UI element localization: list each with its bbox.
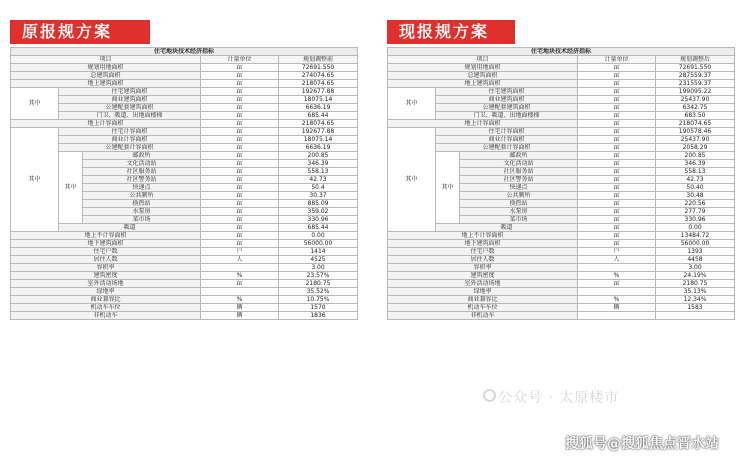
row-label: 吸道 bbox=[436, 224, 578, 232]
row-value: 190578.46 bbox=[656, 128, 735, 136]
row-unit: ㎡ bbox=[578, 160, 656, 168]
row-value: 1414 bbox=[279, 248, 358, 256]
row-value: 220.56 bbox=[656, 200, 735, 208]
table-row bbox=[388, 104, 735, 112]
row-value: 287559.37 bbox=[656, 72, 735, 80]
row-unit: ㎡ bbox=[578, 112, 656, 120]
row-unit: ㎡ bbox=[578, 216, 656, 224]
row-unit: ㎡ bbox=[201, 120, 279, 128]
row-value: 2180.75 bbox=[279, 280, 358, 288]
row-unit: ㎡ bbox=[578, 152, 656, 160]
row-value: 1836 bbox=[279, 312, 358, 320]
row-unit bbox=[578, 264, 656, 272]
row-unit: ㎡ bbox=[201, 88, 279, 96]
table-row bbox=[388, 272, 735, 280]
group-label-capacity: 其中 bbox=[11, 128, 59, 232]
header-value: 规划调整后 bbox=[656, 56, 735, 64]
table-title-row bbox=[11, 48, 358, 56]
row-value: 1570 bbox=[279, 304, 358, 312]
row-label: 邮政所 bbox=[83, 152, 201, 160]
row-unit: 人 bbox=[201, 256, 279, 264]
row-unit: ㎡ bbox=[578, 232, 656, 240]
row-label: 规划用地面积 bbox=[388, 64, 578, 72]
row-value: 3.00 bbox=[279, 264, 358, 272]
row-unit: ㎡ bbox=[201, 280, 279, 288]
row-unit bbox=[578, 312, 656, 320]
row-label: 室外活动场地 bbox=[11, 280, 201, 288]
row-value: 346.39 bbox=[279, 160, 358, 168]
row-value: 0.00 bbox=[279, 232, 358, 240]
row-label: 吸道 bbox=[59, 224, 201, 232]
row-value: 277.79 bbox=[656, 208, 735, 216]
row-unit: ㎡ bbox=[578, 168, 656, 176]
row-unit: ㎡ bbox=[578, 240, 656, 248]
row-value: 23.57% bbox=[279, 272, 358, 280]
row-label: 邮政所 bbox=[460, 152, 578, 160]
row-label: 文化活动站 bbox=[460, 160, 578, 168]
table-row bbox=[388, 88, 735, 96]
row-unit: ㎡ bbox=[201, 80, 279, 88]
row-unit: 辆 bbox=[201, 304, 279, 312]
row-label: 居住人数 bbox=[388, 256, 578, 264]
table-row bbox=[388, 112, 735, 120]
table-row bbox=[11, 136, 358, 144]
header-item: 项目 bbox=[388, 56, 578, 64]
row-label: 商业建筑面积 bbox=[59, 96, 201, 104]
row-unit: ㎡ bbox=[201, 216, 279, 224]
table-row bbox=[11, 296, 358, 304]
row-label: 总建筑面积 bbox=[11, 72, 201, 80]
row-value: 13484.72 bbox=[656, 232, 735, 240]
table-row bbox=[388, 136, 735, 144]
row-label: 快递点 bbox=[460, 184, 578, 192]
row-label: 地上不计容面积 bbox=[388, 232, 578, 240]
table-header-row bbox=[11, 56, 358, 64]
header-unit: 计量单位 bbox=[201, 56, 279, 64]
row-value: 56000.00 bbox=[656, 240, 735, 248]
banner-original-plan: 原报规方案 bbox=[10, 20, 150, 44]
row-value: 200.85 bbox=[656, 152, 735, 160]
row-label: 快递点 bbox=[83, 184, 201, 192]
row-unit: ㎡ bbox=[201, 192, 279, 200]
row-value: 330.96 bbox=[279, 216, 358, 224]
row-label: 住宅户数 bbox=[388, 248, 578, 256]
row-unit: 辆 bbox=[201, 312, 279, 320]
row-unit bbox=[578, 288, 656, 296]
group-label-building: 其中 bbox=[388, 88, 436, 120]
row-unit: ㎡ bbox=[578, 224, 656, 232]
row-unit: ㎡ bbox=[201, 112, 279, 120]
table-row bbox=[388, 224, 735, 232]
row-label: 规划用地面积 bbox=[11, 64, 201, 72]
row-label: 居住人数 bbox=[11, 256, 201, 264]
row-value: 218074.65 bbox=[656, 120, 735, 128]
group-label-facilities: 其中 bbox=[59, 152, 83, 224]
header-item: 项目 bbox=[11, 56, 201, 64]
row-label: 非机动车 bbox=[11, 312, 201, 320]
header-unit: 计量单位 bbox=[578, 56, 656, 64]
row-value: 192677.88 bbox=[279, 128, 358, 136]
row-unit: ㎡ bbox=[201, 184, 279, 192]
row-label: 住宅户数 bbox=[11, 248, 201, 256]
row-value: 35.13% bbox=[656, 288, 735, 296]
row-label: 机动车车位 bbox=[388, 304, 578, 312]
row-value: 359.02 bbox=[279, 208, 358, 216]
row-label: 绿地率 bbox=[11, 288, 201, 296]
watermark-wechat: 公众号 · 太原楼市 bbox=[498, 390, 620, 406]
table-row bbox=[11, 264, 358, 272]
table-row bbox=[11, 224, 358, 232]
row-unit: ㎡ bbox=[578, 144, 656, 152]
table-row bbox=[11, 104, 358, 112]
row-unit: ㎡ bbox=[201, 200, 279, 208]
row-unit: ㎡ bbox=[201, 160, 279, 168]
row-label: 建筑密度 bbox=[388, 272, 578, 280]
row-unit: ㎡ bbox=[578, 64, 656, 72]
table-row bbox=[11, 272, 358, 280]
row-label: 商业兼容比 bbox=[11, 296, 201, 304]
table-row bbox=[11, 96, 358, 104]
row-value: 199095.22 bbox=[656, 88, 735, 96]
row-label: 商业计容面积 bbox=[436, 136, 578, 144]
row-unit: ㎡ bbox=[578, 72, 656, 80]
row-value: 685.44 bbox=[279, 112, 358, 120]
table-header-row bbox=[388, 56, 735, 64]
row-value: 6636.19 bbox=[279, 144, 358, 152]
row-label: 公建配套计容面积 bbox=[59, 144, 201, 152]
table-row bbox=[388, 312, 735, 320]
row-value: 12.34% bbox=[656, 296, 735, 304]
table-row bbox=[11, 88, 358, 96]
row-label: 住宅建筑面积 bbox=[436, 88, 578, 96]
row-unit: ㎡ bbox=[201, 176, 279, 184]
table-row bbox=[388, 128, 735, 136]
row-label: 商业建筑面积 bbox=[436, 96, 578, 104]
table-row bbox=[11, 256, 358, 264]
row-unit: 人 bbox=[578, 256, 656, 264]
row-value: 200.85 bbox=[279, 152, 358, 160]
row-label: 社区警务站 bbox=[460, 176, 578, 184]
row-value: 18075.14 bbox=[279, 96, 358, 104]
row-unit: ㎡ bbox=[201, 240, 279, 248]
row-unit: ㎡ bbox=[578, 136, 656, 144]
table-row bbox=[388, 304, 735, 312]
row-value: 274074.65 bbox=[279, 72, 358, 80]
row-label: 机动车车位 bbox=[11, 304, 201, 312]
header-value: 规划调整前 bbox=[279, 56, 358, 64]
row-unit: ㎡ bbox=[578, 184, 656, 192]
row-label: 绿地率 bbox=[388, 288, 578, 296]
row-label: 菜市场 bbox=[460, 216, 578, 224]
row-unit: ㎡ bbox=[578, 208, 656, 216]
row-value: 42.73 bbox=[279, 176, 358, 184]
row-value: 6342.75 bbox=[656, 104, 735, 112]
row-label: 住宅建筑面积 bbox=[59, 88, 201, 96]
table-row bbox=[11, 80, 358, 88]
group-label-building: 其中 bbox=[11, 88, 59, 120]
row-value: 6636.19 bbox=[279, 104, 358, 112]
row-value: 231559.37 bbox=[656, 80, 735, 88]
row-value: 218074.65 bbox=[279, 120, 358, 128]
row-value: 330.96 bbox=[656, 216, 735, 224]
table-row bbox=[11, 312, 358, 320]
table-title: 住宅地块技术经济指标 bbox=[388, 48, 735, 56]
row-label: 室外活动场地 bbox=[388, 280, 578, 288]
row-value: 30.48 bbox=[656, 192, 735, 200]
table-row bbox=[388, 280, 735, 288]
group-label-facilities: 其中 bbox=[436, 152, 460, 224]
row-label: 公建配套建筑面积 bbox=[59, 104, 201, 112]
table-row bbox=[388, 64, 735, 72]
row-label: 容积率 bbox=[11, 264, 201, 272]
row-value: 558.13 bbox=[279, 168, 358, 176]
row-label: 公建配套建筑面积 bbox=[436, 104, 578, 112]
row-value bbox=[656, 312, 735, 320]
row-label: 住宅计容面积 bbox=[59, 128, 201, 136]
row-unit: ㎡ bbox=[201, 96, 279, 104]
row-label: 换热站 bbox=[460, 200, 578, 208]
row-label: 建筑密度 bbox=[11, 272, 201, 280]
table-row bbox=[11, 144, 358, 152]
row-value: 0.00 bbox=[656, 224, 735, 232]
table-row bbox=[388, 288, 735, 296]
row-unit: ㎡ bbox=[201, 104, 279, 112]
wechat-icon bbox=[483, 389, 496, 402]
table-row bbox=[388, 144, 735, 152]
row-value: 885.09 bbox=[279, 200, 358, 208]
row-unit: 户 bbox=[201, 248, 279, 256]
row-value: 683.50 bbox=[656, 112, 735, 120]
row-unit: % bbox=[201, 272, 279, 280]
row-unit: ㎡ bbox=[578, 120, 656, 128]
row-value: 50.4 bbox=[279, 184, 358, 192]
row-unit: 户 bbox=[578, 248, 656, 256]
row-unit: ㎡ bbox=[578, 176, 656, 184]
row-unit: ㎡ bbox=[578, 104, 656, 112]
table-row bbox=[388, 264, 735, 272]
table-row bbox=[388, 120, 735, 128]
row-label: 换热站 bbox=[83, 200, 201, 208]
table-row bbox=[11, 128, 358, 136]
row-unit: ㎡ bbox=[201, 152, 279, 160]
group-label-capacity: 其中 bbox=[388, 128, 436, 232]
table-row bbox=[11, 240, 358, 248]
row-unit: ㎡ bbox=[201, 208, 279, 216]
table-row bbox=[388, 296, 735, 304]
row-unit: % bbox=[578, 272, 656, 280]
row-label: 地下建筑面积 bbox=[11, 240, 201, 248]
table-row bbox=[11, 64, 358, 72]
row-value: 4458 bbox=[656, 256, 735, 264]
row-unit: ㎡ bbox=[201, 136, 279, 144]
row-value: 25437.90 bbox=[656, 96, 735, 104]
watermark-sohu: 搜狐号@搜狐焦点晋水站 bbox=[565, 436, 719, 452]
row-label: 公共厕所 bbox=[460, 192, 578, 200]
table-row bbox=[11, 112, 358, 120]
row-unit: ㎡ bbox=[201, 224, 279, 232]
row-label: 地上计容面积 bbox=[11, 120, 201, 128]
row-unit: ㎡ bbox=[201, 168, 279, 176]
table-row bbox=[388, 232, 735, 240]
row-value: 30.37 bbox=[279, 192, 358, 200]
row-value: 2058.29 bbox=[656, 144, 735, 152]
row-label: 非机动车 bbox=[388, 312, 578, 320]
row-value: 24.19% bbox=[656, 272, 735, 280]
row-value: 18075.14 bbox=[279, 136, 358, 144]
table-row bbox=[11, 304, 358, 312]
row-value: 1393 bbox=[656, 248, 735, 256]
row-unit: ㎡ bbox=[201, 72, 279, 80]
row-label: 社区服务站 bbox=[83, 168, 201, 176]
row-unit: ㎡ bbox=[201, 64, 279, 72]
table-row bbox=[388, 80, 735, 88]
row-label: 地上建筑面积 bbox=[388, 80, 578, 88]
row-value: 3.00 bbox=[656, 264, 735, 272]
table-row bbox=[388, 72, 735, 80]
row-unit: 辆 bbox=[578, 304, 656, 312]
row-value: 558.13 bbox=[656, 168, 735, 176]
row-value: 1583 bbox=[656, 304, 735, 312]
row-value: 72691.550 bbox=[279, 64, 358, 72]
table-row bbox=[11, 248, 358, 256]
table-title: 住宅地块技术经济指标 bbox=[11, 48, 358, 56]
row-unit: ㎡ bbox=[578, 80, 656, 88]
row-unit: % bbox=[578, 296, 656, 304]
row-label: 总建筑面积 bbox=[388, 72, 578, 80]
row-label: 商业兼容比 bbox=[388, 296, 578, 304]
row-value: 42.73 bbox=[656, 176, 735, 184]
table-row bbox=[388, 248, 735, 256]
table-row bbox=[11, 72, 358, 80]
row-unit: ㎡ bbox=[201, 128, 279, 136]
row-unit: ㎡ bbox=[578, 280, 656, 288]
indicator-table-current bbox=[387, 47, 735, 320]
row-label: 公共厕所 bbox=[83, 192, 201, 200]
table-row bbox=[388, 152, 735, 160]
row-value: 72691.550 bbox=[656, 64, 735, 72]
row-value: 50.40 bbox=[656, 184, 735, 192]
row-value: 192677.88 bbox=[279, 88, 358, 96]
row-value: 35.52% bbox=[279, 288, 358, 296]
row-label: 住宅计容面积 bbox=[436, 128, 578, 136]
row-label: 门卫、吸道、出地面楼梯 bbox=[59, 112, 201, 120]
row-label: 文化活动站 bbox=[83, 160, 201, 168]
row-value: 10.75% bbox=[279, 296, 358, 304]
row-label: 容积率 bbox=[388, 264, 578, 272]
table-row bbox=[11, 288, 358, 296]
row-unit: % bbox=[201, 296, 279, 304]
table-row bbox=[11, 152, 358, 160]
row-label: 水泵房 bbox=[83, 208, 201, 216]
table-row bbox=[388, 256, 735, 264]
row-label: 菜市场 bbox=[83, 216, 201, 224]
row-unit: ㎡ bbox=[578, 128, 656, 136]
banner-current-plan: 现报规方案 bbox=[387, 20, 515, 44]
row-unit: ㎡ bbox=[578, 192, 656, 200]
row-label: 社区服务站 bbox=[460, 168, 578, 176]
row-unit: ㎡ bbox=[201, 144, 279, 152]
indicator-table-original bbox=[10, 47, 358, 320]
row-label: 社区警务站 bbox=[83, 176, 201, 184]
row-unit bbox=[201, 288, 279, 296]
row-value: 218074.65 bbox=[279, 80, 358, 88]
row-value: 346.39 bbox=[656, 160, 735, 168]
row-label: 门卫、吸道、出地面楼梯 bbox=[436, 112, 578, 120]
table-title-row bbox=[388, 48, 735, 56]
row-unit: ㎡ bbox=[578, 200, 656, 208]
table-row bbox=[11, 120, 358, 128]
row-label: 地上建筑面积 bbox=[11, 80, 201, 88]
table-row bbox=[388, 96, 735, 104]
row-value: 685.44 bbox=[279, 224, 358, 232]
table-row bbox=[11, 280, 358, 288]
row-unit: ㎡ bbox=[578, 96, 656, 104]
table-row bbox=[388, 240, 735, 248]
table-row bbox=[11, 232, 358, 240]
row-label: 公建配套计容面积 bbox=[436, 144, 578, 152]
row-value: 4525 bbox=[279, 256, 358, 264]
row-value: 25437.90 bbox=[656, 136, 735, 144]
row-unit: ㎡ bbox=[578, 88, 656, 96]
row-value: 56000.00 bbox=[279, 240, 358, 248]
row-unit: ㎡ bbox=[201, 232, 279, 240]
row-unit bbox=[201, 264, 279, 272]
row-label: 地上不计容面积 bbox=[11, 232, 201, 240]
row-value: 2180.75 bbox=[656, 280, 735, 288]
row-label: 水泵房 bbox=[460, 208, 578, 216]
row-label: 地下建筑面积 bbox=[388, 240, 578, 248]
row-label: 商业计容面积 bbox=[59, 136, 201, 144]
row-label: 地上计容面积 bbox=[388, 120, 578, 128]
